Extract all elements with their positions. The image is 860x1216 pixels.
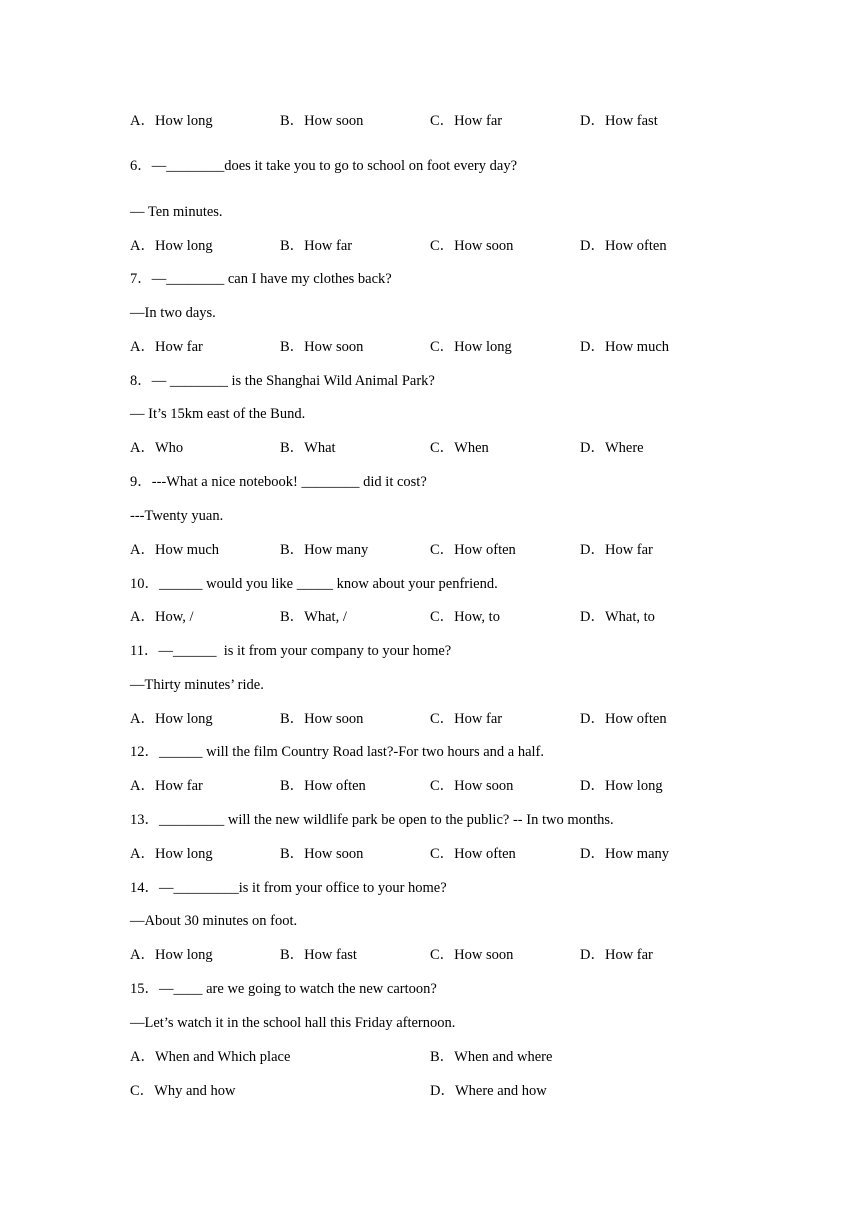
answer-options xyxy=(130,779,750,797)
option-a: A．How long xyxy=(130,947,213,963)
option-c: C．How often xyxy=(430,542,516,558)
option-c: C．How, to xyxy=(430,609,500,625)
option-a: A．How much xyxy=(130,542,220,558)
option-c: C．How far xyxy=(430,113,503,129)
option-b: B．What, / xyxy=(280,609,347,625)
option-c: C．When xyxy=(430,440,489,456)
dialogue-line: — It’s 15km east of the Bund. xyxy=(130,406,306,422)
question-stem: 8．— ________ is the Shanghai Wild Animal Park? xyxy=(130,373,435,389)
option-b: B．How soon xyxy=(280,113,364,129)
option-a: A．How far xyxy=(130,339,203,355)
option-d: D．Where and how xyxy=(430,1083,547,1099)
dialogue-line: — Ten minutes. xyxy=(130,204,223,220)
option-b: B．What xyxy=(280,440,336,456)
option-d: D．How far xyxy=(580,947,653,963)
answer-options xyxy=(130,543,750,561)
question-stem: 12．______ will the film Country Road last?-For two hours and a half. xyxy=(130,744,545,760)
option-b: B．How soon xyxy=(280,846,364,862)
dialogue-line: —Let’s watch it in the school hall this Friday afternoon. xyxy=(130,1015,456,1031)
question-stem: 10．______ would you like _____ know about your penfriend. xyxy=(130,576,498,592)
answer-options xyxy=(130,610,750,628)
question-stem: 14．—_________is it from your office to your home? xyxy=(130,880,447,896)
option-a: A．How long xyxy=(130,113,213,129)
option-a: A．How long xyxy=(130,846,213,862)
option-c: C．Why and how xyxy=(130,1083,236,1099)
dialogue-line: —Thirty minutes’ ride. xyxy=(130,677,264,693)
dialogue-line: —About 30 minutes on foot. xyxy=(130,913,298,929)
option-d: D．How much xyxy=(580,339,670,355)
option-c: C．How long xyxy=(430,339,512,355)
option-b: B．How soon xyxy=(280,711,364,727)
option-d: D．How fast xyxy=(580,113,658,129)
question-stem: 11．—______ is it from your company to your home? xyxy=(130,643,452,659)
answer-options xyxy=(130,441,750,459)
option-a: A．Who xyxy=(130,440,184,456)
answer-options xyxy=(130,948,750,966)
option-d: D．How many xyxy=(580,846,670,862)
option-c: C．How soon xyxy=(430,778,514,794)
question-stem: 7．—________ can I have my clothes back? xyxy=(130,271,392,287)
option-d: D．How far xyxy=(580,542,653,558)
option-b: B．How many xyxy=(280,542,369,558)
option-b: B．How often xyxy=(280,778,366,794)
answer-options xyxy=(130,712,750,730)
answer-options xyxy=(130,340,750,358)
question-stem: 13．_________ will the new wildlife park be open to the public? -- In two months. xyxy=(130,812,614,828)
answer-options xyxy=(130,847,750,865)
question-stem: 9．---What a nice notebook! ________ did it cost? xyxy=(130,474,427,490)
dialogue-line: ---Twenty yuan. xyxy=(130,508,224,524)
question-stem: 6．—________does it take you to go to school on foot every day? xyxy=(130,158,518,174)
question-stem: 15．—____ are we going to watch the new cartoon? xyxy=(130,981,437,997)
option-b: B．How far xyxy=(280,238,353,254)
option-c: C．How soon xyxy=(430,238,514,254)
option-c: C．How soon xyxy=(430,947,514,963)
answer-options xyxy=(130,114,750,132)
option-d: D．How long xyxy=(580,778,663,794)
option-d: D．How often xyxy=(580,238,667,254)
option-d: D．What, to xyxy=(580,609,655,625)
option-b: B．How soon xyxy=(280,339,364,355)
option-a: A．When and Which place xyxy=(130,1049,291,1065)
option-a: A．How long xyxy=(130,238,213,254)
answer-options xyxy=(130,239,750,257)
answer-options xyxy=(130,1050,750,1068)
option-d: D．How often xyxy=(580,711,667,727)
option-a: A．How long xyxy=(130,711,213,727)
option-c: C．How often xyxy=(430,846,516,862)
option-a: A．How, / xyxy=(130,609,194,625)
option-b: B．When and where xyxy=(430,1049,553,1065)
option-c: C．How far xyxy=(430,711,503,727)
option-d: D．Where xyxy=(580,440,644,456)
answer-options xyxy=(130,1084,750,1102)
option-b: B．How fast xyxy=(280,947,357,963)
option-a: A．How far xyxy=(130,778,203,794)
dialogue-line: —In two days. xyxy=(130,305,216,321)
